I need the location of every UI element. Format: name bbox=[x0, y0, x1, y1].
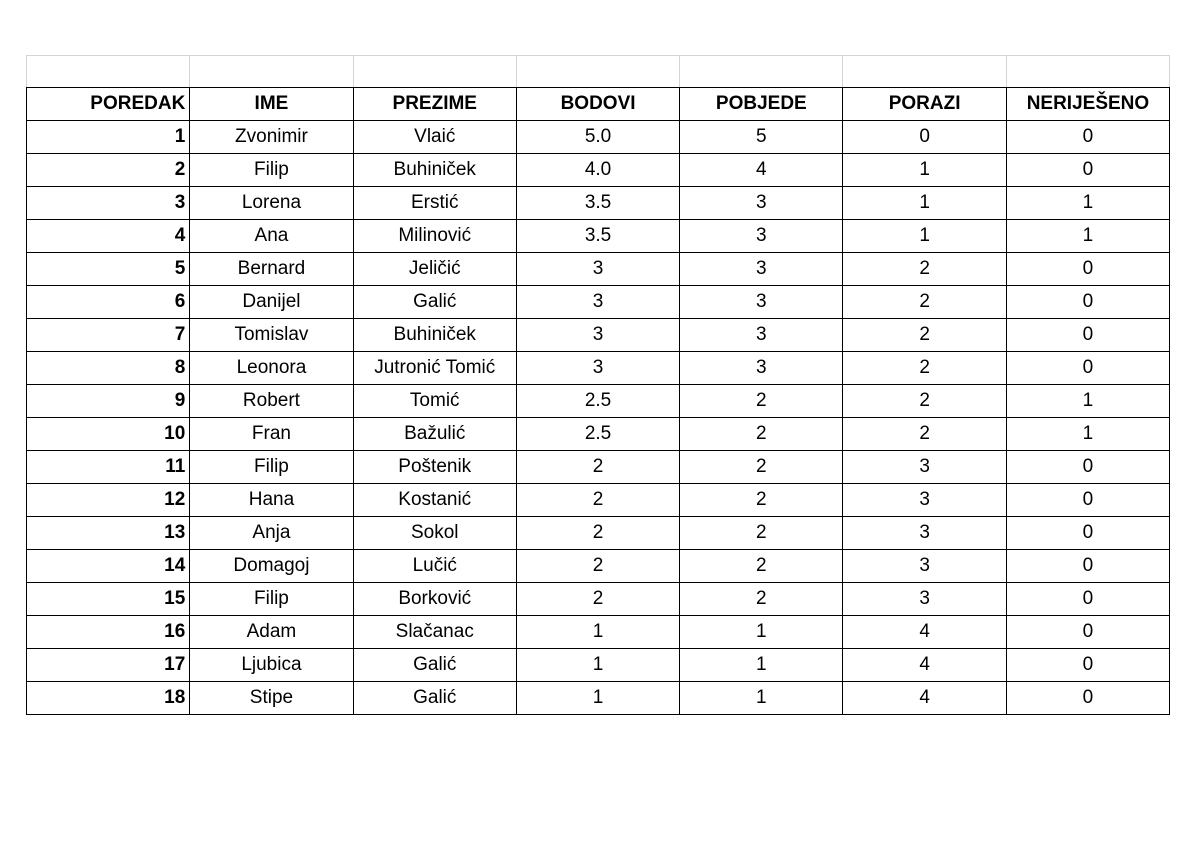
draws-cell: 0 bbox=[1006, 550, 1169, 583]
wins-cell: 3 bbox=[680, 220, 843, 253]
first-name-cell: Leonora bbox=[190, 352, 353, 385]
points-cell: 1 bbox=[516, 616, 679, 649]
rank-cell: 11 bbox=[27, 451, 190, 484]
points-cell: 3 bbox=[516, 253, 679, 286]
table-row bbox=[27, 649, 1170, 682]
first-name-cell: Filip bbox=[190, 451, 353, 484]
first-name-cell: Zvonimir bbox=[190, 121, 353, 154]
table-row bbox=[27, 319, 1170, 352]
wins-cell: 3 bbox=[680, 286, 843, 319]
draws-cell: 0 bbox=[1006, 484, 1169, 517]
rank-cell: 10 bbox=[27, 418, 190, 451]
points-cell: 3 bbox=[516, 352, 679, 385]
points-cell: 2 bbox=[516, 484, 679, 517]
rank-cell: 17 bbox=[27, 649, 190, 682]
losses-cell: 4 bbox=[843, 616, 1006, 649]
first-name-cell: Danijel bbox=[190, 286, 353, 319]
draws-cell: 0 bbox=[1006, 286, 1169, 319]
last-name-cell: Tomić bbox=[353, 385, 516, 418]
points-cell: 2.5 bbox=[516, 418, 679, 451]
losses-cell: 4 bbox=[843, 649, 1006, 682]
last-name-cell: Erstić bbox=[353, 187, 516, 220]
wins-cell: 1 bbox=[680, 682, 843, 715]
draws-cell: 1 bbox=[1006, 187, 1169, 220]
wins-cell: 2 bbox=[680, 550, 843, 583]
rank-cell: 16 bbox=[27, 616, 190, 649]
first-name-cell: Stipe bbox=[190, 682, 353, 715]
points-cell: 2.5 bbox=[516, 385, 679, 418]
last-name-cell: Jeličić bbox=[353, 253, 516, 286]
draws-cell: 0 bbox=[1006, 253, 1169, 286]
empty-cell bbox=[516, 56, 679, 88]
table-row bbox=[27, 187, 1170, 220]
losses-cell: 3 bbox=[843, 484, 1006, 517]
points-cell: 2 bbox=[516, 451, 679, 484]
rank-cell: 5 bbox=[27, 253, 190, 286]
rank-cell: 14 bbox=[27, 550, 190, 583]
losses-cell: 1 bbox=[843, 154, 1006, 187]
first-name-cell: Fran bbox=[190, 418, 353, 451]
empty-row bbox=[27, 56, 1170, 88]
draws-cell: 0 bbox=[1006, 319, 1169, 352]
last-name-cell: Slačanac bbox=[353, 616, 516, 649]
first-name-cell: Adam bbox=[190, 616, 353, 649]
first-name-cell: Bernard bbox=[190, 253, 353, 286]
rank-cell: 7 bbox=[27, 319, 190, 352]
first-name-cell: Tomislav bbox=[190, 319, 353, 352]
wins-cell: 2 bbox=[680, 484, 843, 517]
draws-cell: 0 bbox=[1006, 121, 1169, 154]
wins-cell: 2 bbox=[680, 418, 843, 451]
table-row bbox=[27, 583, 1170, 616]
last-name-cell: Kostanić bbox=[353, 484, 516, 517]
wins-cell: 3 bbox=[680, 253, 843, 286]
points-cell: 1 bbox=[516, 682, 679, 715]
wins-cell: 3 bbox=[680, 352, 843, 385]
first-name-cell: Domagoj bbox=[190, 550, 353, 583]
points-cell: 3 bbox=[516, 319, 679, 352]
table-header-row bbox=[27, 88, 1170, 121]
losses-cell: 3 bbox=[843, 517, 1006, 550]
wins-cell: 2 bbox=[680, 451, 843, 484]
draws-cell: 1 bbox=[1006, 220, 1169, 253]
last-name-cell: Vlaić bbox=[353, 121, 516, 154]
header-rank: POREDAK bbox=[27, 88, 190, 121]
rank-cell: 18 bbox=[27, 682, 190, 715]
empty-cell bbox=[190, 56, 353, 88]
draws-cell: 1 bbox=[1006, 385, 1169, 418]
table-row bbox=[27, 451, 1170, 484]
losses-cell: 2 bbox=[843, 418, 1006, 451]
draws-cell: 0 bbox=[1006, 154, 1169, 187]
losses-cell: 4 bbox=[843, 682, 1006, 715]
table-row bbox=[27, 352, 1170, 385]
losses-cell: 3 bbox=[843, 451, 1006, 484]
rank-cell: 8 bbox=[27, 352, 190, 385]
wins-cell: 2 bbox=[680, 517, 843, 550]
points-cell: 5.0 bbox=[516, 121, 679, 154]
last-name-cell: Buhiniček bbox=[353, 154, 516, 187]
first-name-cell: Ana bbox=[190, 220, 353, 253]
losses-cell: 0 bbox=[843, 121, 1006, 154]
draws-cell: 0 bbox=[1006, 649, 1169, 682]
wins-cell: 3 bbox=[680, 187, 843, 220]
last-name-cell: Lučić bbox=[353, 550, 516, 583]
draws-cell: 0 bbox=[1006, 583, 1169, 616]
first-name-cell: Anja bbox=[190, 517, 353, 550]
last-name-cell: Borković bbox=[353, 583, 516, 616]
empty-cell bbox=[680, 56, 843, 88]
rank-cell: 4 bbox=[27, 220, 190, 253]
last-name-cell: Bažulić bbox=[353, 418, 516, 451]
points-cell: 1 bbox=[516, 649, 679, 682]
table-row bbox=[27, 550, 1170, 583]
header-points: BODOVI bbox=[516, 88, 679, 121]
losses-cell: 2 bbox=[843, 286, 1006, 319]
table-row bbox=[27, 121, 1170, 154]
last-name-cell: Sokol bbox=[353, 517, 516, 550]
rank-cell: 6 bbox=[27, 286, 190, 319]
last-name-cell: Jutronić Tomić bbox=[353, 352, 516, 385]
points-cell: 3.5 bbox=[516, 187, 679, 220]
header-wins: POBJEDE bbox=[680, 88, 843, 121]
rank-cell: 9 bbox=[27, 385, 190, 418]
rank-cell: 3 bbox=[27, 187, 190, 220]
losses-cell: 2 bbox=[843, 385, 1006, 418]
last-name-cell: Galić bbox=[353, 682, 516, 715]
wins-cell: 2 bbox=[680, 385, 843, 418]
wins-cell: 1 bbox=[680, 649, 843, 682]
draws-cell: 1 bbox=[1006, 418, 1169, 451]
header-losses: PORAZI bbox=[843, 88, 1006, 121]
points-cell: 2 bbox=[516, 517, 679, 550]
first-name-cell: Ljubica bbox=[190, 649, 353, 682]
table-row bbox=[27, 286, 1170, 319]
last-name-cell: Buhiniček bbox=[353, 319, 516, 352]
losses-cell: 2 bbox=[843, 253, 1006, 286]
draws-cell: 0 bbox=[1006, 517, 1169, 550]
first-name-cell: Robert bbox=[190, 385, 353, 418]
first-name-cell: Filip bbox=[190, 583, 353, 616]
points-cell: 3 bbox=[516, 286, 679, 319]
first-name-cell: Filip bbox=[190, 154, 353, 187]
losses-cell: 2 bbox=[843, 352, 1006, 385]
wins-cell: 3 bbox=[680, 319, 843, 352]
table-row bbox=[27, 220, 1170, 253]
last-name-cell: Poštenik bbox=[353, 451, 516, 484]
draws-cell: 0 bbox=[1006, 682, 1169, 715]
standings-table bbox=[26, 55, 1170, 715]
first-name-cell: Lorena bbox=[190, 187, 353, 220]
losses-cell: 2 bbox=[843, 319, 1006, 352]
empty-cell bbox=[1006, 56, 1169, 88]
wins-cell: 2 bbox=[680, 583, 843, 616]
draws-cell: 0 bbox=[1006, 352, 1169, 385]
table-row bbox=[27, 154, 1170, 187]
table-row bbox=[27, 517, 1170, 550]
header-draws: NERIJEŠENO bbox=[1006, 88, 1169, 121]
losses-cell: 1 bbox=[843, 187, 1006, 220]
table-row bbox=[27, 616, 1170, 649]
standings-table-body bbox=[27, 56, 1170, 715]
empty-cell bbox=[843, 56, 1006, 88]
last-name-cell: Galić bbox=[353, 649, 516, 682]
points-cell: 2 bbox=[516, 550, 679, 583]
header-last-name: PREZIME bbox=[353, 88, 516, 121]
table-row bbox=[27, 253, 1170, 286]
rank-cell: 15 bbox=[27, 583, 190, 616]
rank-cell: 12 bbox=[27, 484, 190, 517]
points-cell: 3.5 bbox=[516, 220, 679, 253]
rank-cell: 13 bbox=[27, 517, 190, 550]
wins-cell: 4 bbox=[680, 154, 843, 187]
table-row bbox=[27, 385, 1170, 418]
table-row bbox=[27, 418, 1170, 451]
empty-cell bbox=[353, 56, 516, 88]
last-name-cell: Milinović bbox=[353, 220, 516, 253]
draws-cell: 0 bbox=[1006, 451, 1169, 484]
first-name-cell: Hana bbox=[190, 484, 353, 517]
wins-cell: 5 bbox=[680, 121, 843, 154]
rank-cell: 1 bbox=[27, 121, 190, 154]
losses-cell: 3 bbox=[843, 583, 1006, 616]
table-row bbox=[27, 682, 1170, 715]
losses-cell: 3 bbox=[843, 550, 1006, 583]
table-row bbox=[27, 484, 1170, 517]
points-cell: 2 bbox=[516, 583, 679, 616]
losses-cell: 1 bbox=[843, 220, 1006, 253]
rank-cell: 2 bbox=[27, 154, 190, 187]
wins-cell: 1 bbox=[680, 616, 843, 649]
draws-cell: 0 bbox=[1006, 616, 1169, 649]
empty-cell bbox=[27, 56, 190, 88]
last-name-cell: Galić bbox=[353, 286, 516, 319]
header-first-name: IME bbox=[190, 88, 353, 121]
points-cell: 4.0 bbox=[516, 154, 679, 187]
